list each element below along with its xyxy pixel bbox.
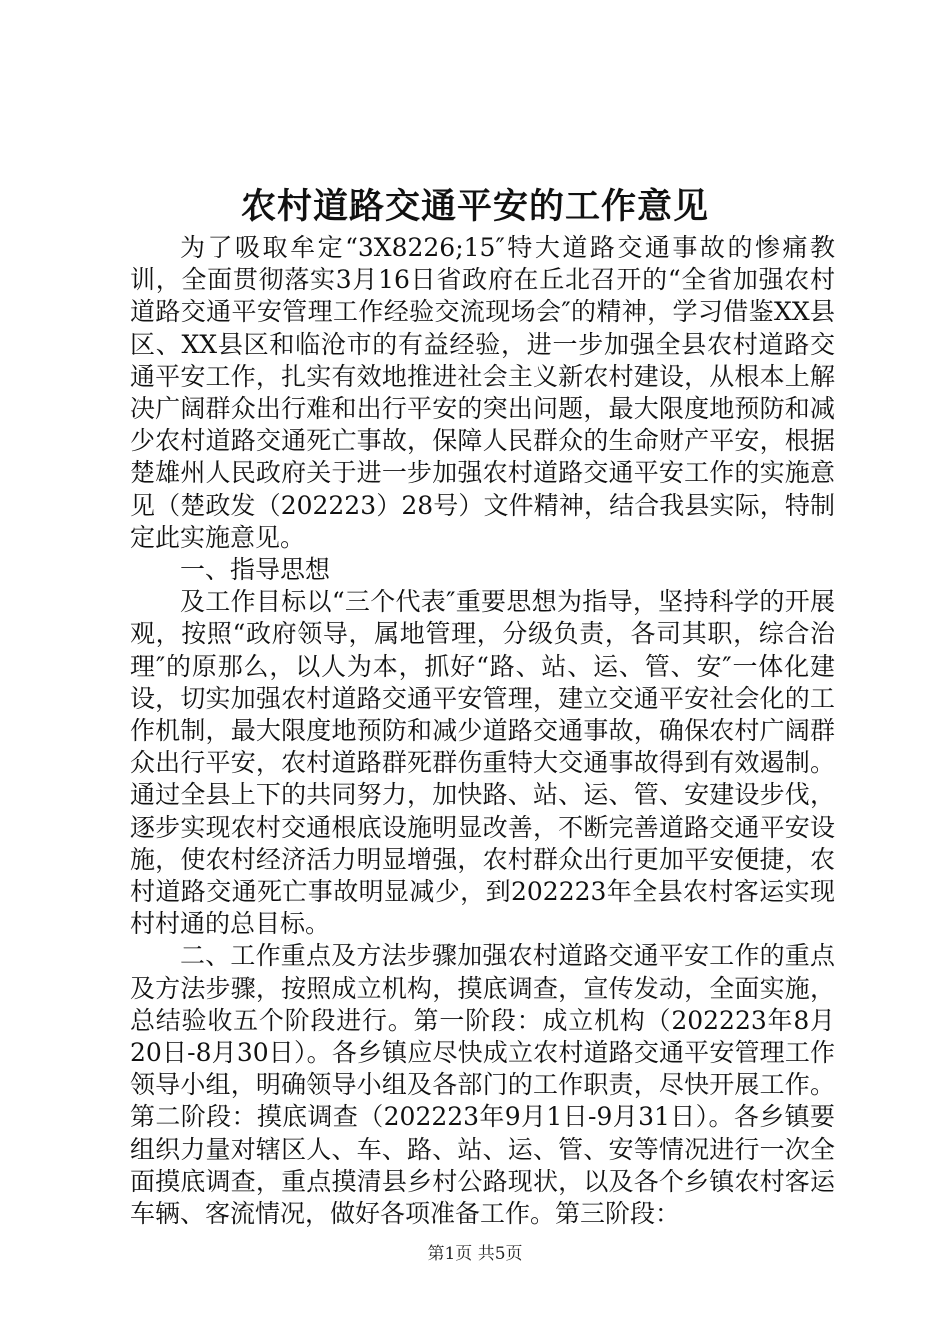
paragraph-goals: 及工作目标以“三个代表″重要思想为指导，坚持科学的开展观，按照“政府领导，属地管理，分级负责，各司其职，综合治理″的原那么，以人为本，抓好“路、站、运、管、安″一体化建设，切实加强农村道路交通平安管理，建立交通平安社会化的工作机制，最大限度地预防和减少道路交通事故，确保农村广阔群众出行平安，农村道路群死群伤重特大交通事故得到有效遏制。通过全县上下的共同努力，加快路、站、运、管、安建设步伐，逐步实现农村交通根底设施明显改善，不断完善道路交通平安设施，使农村经济活力明显增强，农村群众出行更加平安便捷，农村道路交通死亡事故明显减少，到202223年全县农村客运实现村村通的总目标。: [130, 587, 835, 939]
document-body: [130, 232, 835, 1230]
paragraph-intro: 为了吸取牟定“3X8226;15″特大道路交通事故的惨痛教训，全面贯彻落实3月16日省政府在丘北召开的“全省加强农村道路交通平安管理工作经验交流现场会″的精神，学习借鉴XX县区、XX县区和临沧市的有益经验，进一步加强全县农村道路交通平安工作，扎实有效地推进社会主义新农村建设，从根本上解决广阔群众出行难和出行平安的突出问题，最大限度地预防和减少农村道路交通死亡事故，保障人民群众的生命财产平安，根据楚雄州人民政府关于进一步加强农村道路交通平安工作的实施意见（楚政发（202223）28号）文件精神，结合我县实际，特制定此实施意见。: [130, 233, 835, 552]
document-title: 农村道路交通平安的工作意见: [240, 186, 709, 227]
paragraph-work-focus: 二、工作重点及方法步骤加强农村道路交通平安工作的重点及方法步骤，按照成立机构，摸底调查，宣传发动，全面实施，总结验收五个阶段进行。第一阶段：成立机构（202223年8月20日-8月30日）。各乡镇应尽快成立农村道路交通平安管理工作领导小组，明确领导小组及各部门的工作职责，尽快开展工作。第二阶段：摸底调查（202223年9月1日-9月31日）。各乡镇要组织力量对辖区人、车、路、站、运、管、安等情况进行一次全面摸底调查，重点摸清县乡村公路现状，以及各个乡镇农村客运车辆、客流情况，做好各项准备工作。第三阶段：: [130, 941, 835, 1229]
page-number-footer: 第1页 共5页: [427, 1244, 523, 1264]
section-heading-guiding-thought: 一、指导思想: [180, 555, 331, 585]
